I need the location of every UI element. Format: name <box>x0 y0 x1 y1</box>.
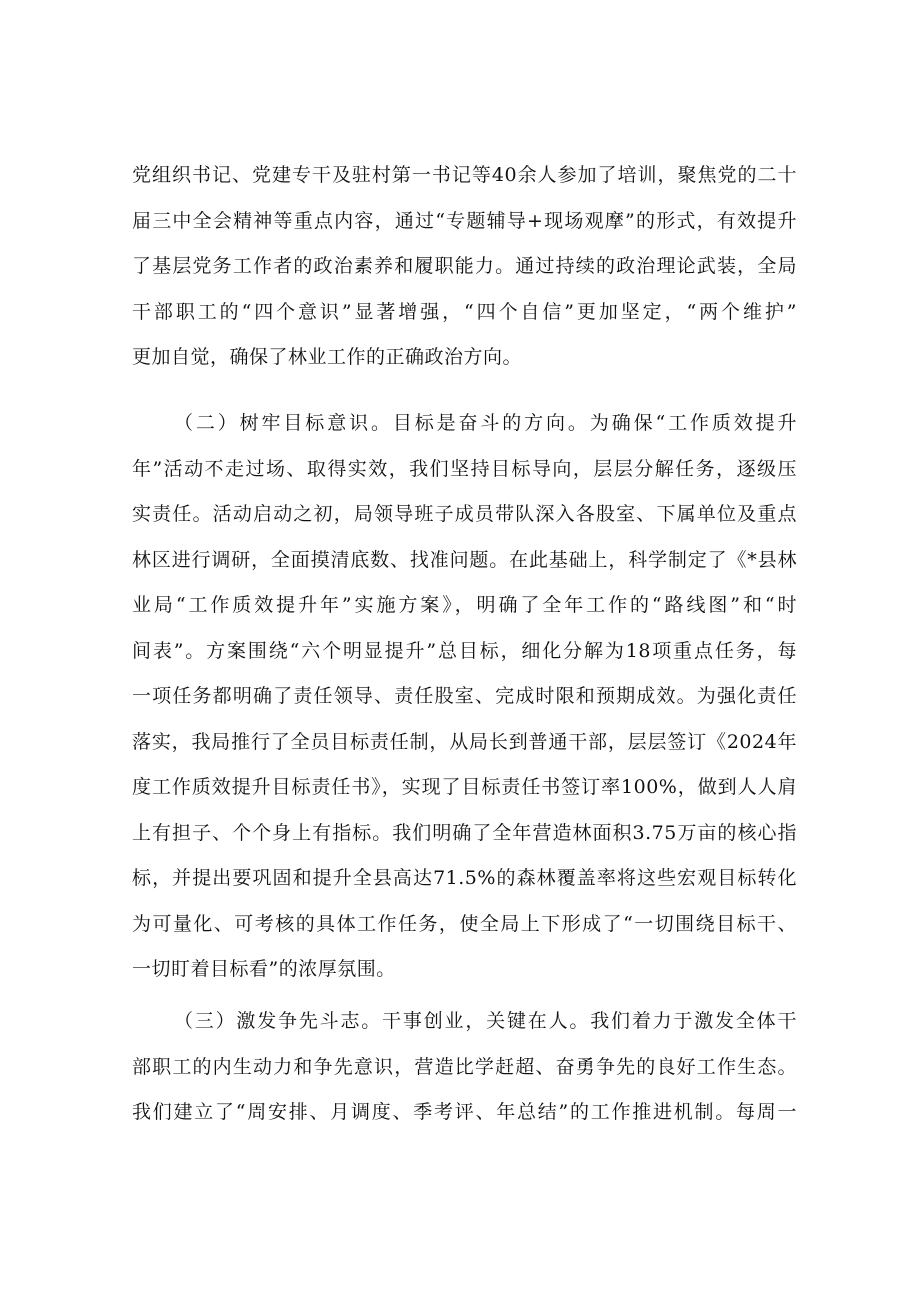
paragraph-line: 上有担子、个个身上有指标。我们明确了全年营造林面积3.75万亩的核心指 <box>132 821 797 844</box>
paragraph-line: （二）树牢目标意识。目标是奋斗的方向。为确保“工作质效提升 <box>174 412 797 434</box>
paragraph-line: 干部职工的“四个意识”显著增强，“四个自信”更加坚定，“两个维护” <box>132 300 797 323</box>
paragraph-line: 年”活动不走过场、取得实效，我们坚持目标导向，层层分解任务，逐级压 <box>132 457 797 480</box>
paragraph-line: 了基层党务工作者的政治素养和履职能力。通过持续的政治理论武装，全局 <box>132 255 797 277</box>
paragraph-line: 部职工的内生动力和争先意识，营造比学赶超、奋勇争先的良好工作生态。 <box>132 1055 797 1078</box>
paragraph-line: 我们建立了“周安排、月调度、季考评、年总结”的工作推进机制。每周一 <box>132 1101 797 1123</box>
paragraph-line: （三）激发争先斗志。干事创业，关键在人。我们着力于激发全体干 <box>174 1010 797 1032</box>
paragraph-line: 业局“工作质效提升年”实施方案》，明确了全年工作的“路线图”和“时 <box>132 594 797 616</box>
paragraph-line: 党组织书记、党建专干及驻村第一书记等40余人参加了培训，聚焦党的二十 <box>132 164 797 186</box>
paragraph-3 <box>132 999 797 1136</box>
paragraph-line: 一切盯着目标看”的浓厚氛围。 <box>132 958 396 980</box>
paragraph-line: 标，并提出要巩固和提升全县高达71.5%的森林覆盖率将这些宏观目标转化 <box>132 867 797 889</box>
paragraph-2 <box>132 401 797 993</box>
paragraph-line: 为可量化、可考核的具体工作任务，使全局上下形成了“一切围绕目标干、 <box>132 912 797 935</box>
paragraph-line: 林区进行调研，全面摸清底数、找准问题。在此基础上，科学制定了《*县林 <box>132 548 797 571</box>
paragraph-line: 更加自觉，确保了林业工作的正确政治方向。 <box>132 346 523 368</box>
paragraph-line: 实责任。活动启动之初，局领导班子成员带队深入各股室、下属单位及重点 <box>132 503 797 525</box>
paragraph-line: 落实，我局推行了全员目标责任制，从局长到普通干部，层层签订《2024年 <box>132 730 797 753</box>
paragraph-line: 间表”。方案围绕“六个明显提升”总目标，细化分解为18项重点任务，每 <box>132 639 797 662</box>
paragraph-line: 届三中全会精神等重点内容，通过“专题辅导+现场观摩”的形式，有效提升 <box>132 209 797 232</box>
paragraph-line: 一项任务都明确了责任领导、责任股室、完成时限和预期成效。为强化责任 <box>132 685 797 707</box>
paragraph-line: 度工作质效提升目标责任书》，实现了目标责任书签订率100%，做到人人肩 <box>132 776 797 798</box>
paragraph-1 <box>132 153 797 381</box>
